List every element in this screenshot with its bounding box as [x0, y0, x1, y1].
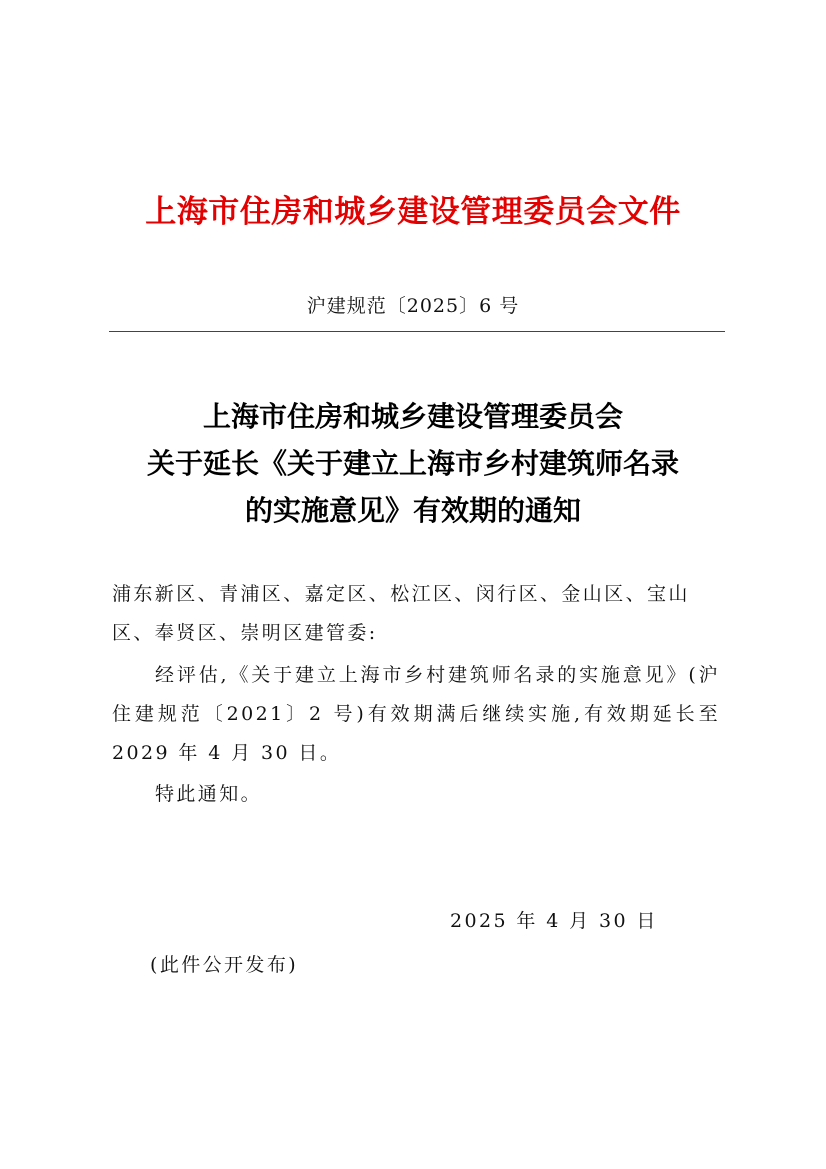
addressee: 浦东新区、青浦区、嘉定区、松江区、闵行区、金山区、宝山区、奉贤区、崇明区建管委: — [112, 583, 690, 644]
title-line-2: 关于延长《关于建立上海市乡村建筑师名录 — [146, 447, 679, 480]
title-line-3: 的实施意见》有效期的通知 — [244, 494, 581, 527]
document-masthead: 上海市住房和城乡建设管理委员会文件 — [145, 194, 681, 230]
body-paragraph-2: 特此通知。 — [155, 783, 263, 805]
red-separator-line — [109, 331, 725, 332]
title-line-1: 上海市住房和城乡建设管理委员会 — [202, 400, 623, 433]
issue-date: 2025 年 4 月 30 日 — [450, 910, 658, 932]
public-release-note: (此件公开发布) — [150, 954, 299, 976]
document-number: 沪建规范〔2025〕6 号 — [306, 295, 520, 317]
document-title — [0, 393, 826, 534]
body-paragraph-1: 经评估,《关于建立上海市乡村建筑师名录的实施意见》(沪住建规范〔2021〕2 号)有效期满后继续实施,有效期延长至 2029 年 4 月 30 日。 — [112, 664, 720, 764]
